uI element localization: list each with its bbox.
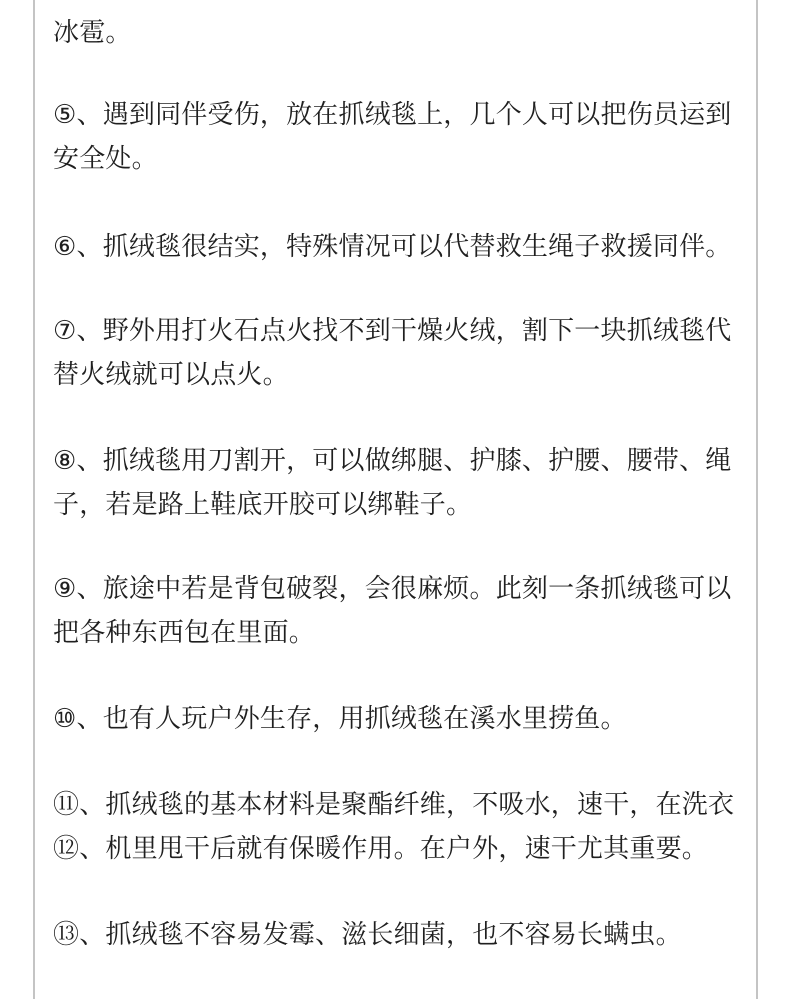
paragraph-line: ⑩、也有人玩户外生存，用抓绒毯在溪水里捞鱼。 xyxy=(53,704,627,734)
paragraph-line: ⑫、机里甩干后就有保暖作用。在户外，速干尤其重要。 xyxy=(53,834,709,864)
paragraph-line: 替火绒就可以点火。 xyxy=(53,360,289,390)
paragraph-line: ⑥、抓绒毯很结实，特殊情况可以代替救生绳子救援同伴。 xyxy=(53,232,732,262)
left-border-line xyxy=(33,0,35,999)
paragraph-line: ⑪、抓绒毯的基本材料是聚酯纤维，不吸水，速干，在洗衣 xyxy=(53,790,735,820)
paragraph-line: ⑦、野外用打火石点火找不到干燥火绒，割下一块抓绒毯代 xyxy=(53,316,732,346)
paragraph-line: 子，若是路上鞋底开胶可以绑鞋子。 xyxy=(53,490,473,520)
paragraph-line: 冰雹。 xyxy=(53,18,132,48)
paragraph-line: ⑤、遇到同伴受伤，放在抓绒毯上，几个人可以把伤员运到 xyxy=(53,100,732,130)
paragraph-line: ⑨、旅途中若是背包破裂，会很麻烦。此刻一条抓绒毯可以 xyxy=(53,574,732,604)
paragraph-line: 把各种东西包在里面。 xyxy=(53,618,316,648)
right-border-line xyxy=(756,0,758,999)
paragraph-line: ⑬、抓绒毯不容易发霉、滋长细菌，也不容易长螨虫。 xyxy=(53,920,682,950)
paragraph-line: 安全处。 xyxy=(53,144,158,174)
paragraph-line: ⑧、抓绒毯用刀割开，可以做绑腿、护膝、护腰、腰带、绳 xyxy=(53,446,732,476)
